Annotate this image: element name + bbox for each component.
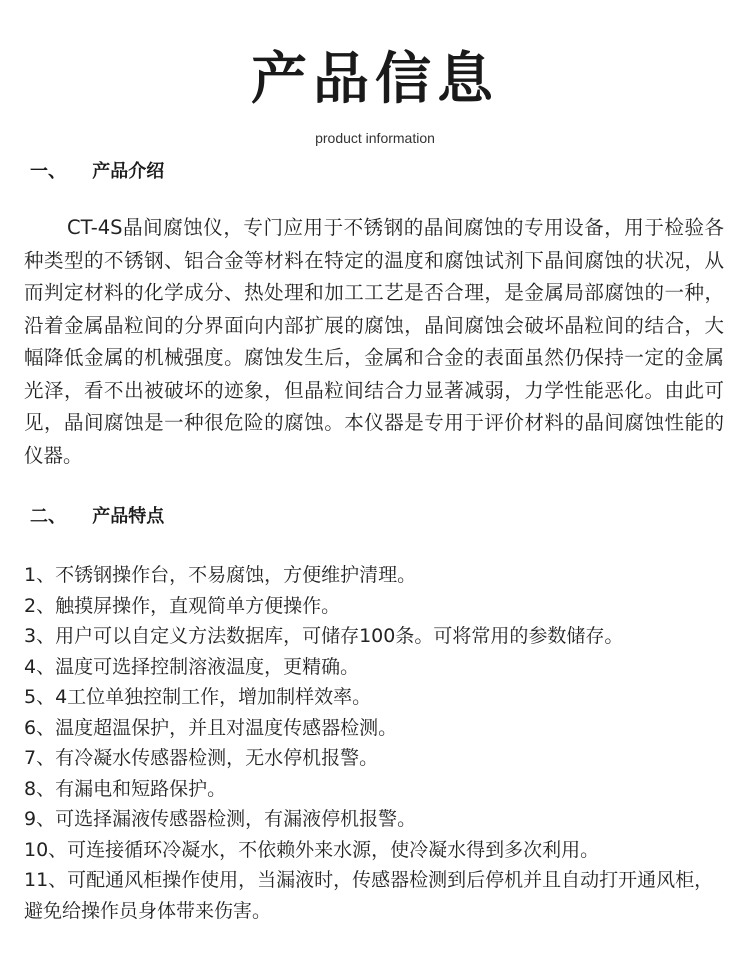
list-item: 8、有漏电和短路保护。 xyxy=(24,777,227,800)
list-item: 11、可配通风柜操作使用，当漏液时，传感器检测到后停机并且自动打开通风柜，避免给操作员身体带来伤害。 xyxy=(24,869,714,922)
list-item: 2、触摸屏操作，直观简单方便操作。 xyxy=(24,594,341,617)
list-item: 7、有冷凝水传感器检测，无水停机报警。 xyxy=(24,747,379,769)
list-item: 6、温度超温保护，并且对温度传感器检测。 xyxy=(24,716,398,739)
feature-list xyxy=(24,560,724,926)
section-heading-features xyxy=(30,502,164,528)
list-item: 10、可连接循环冷凝水，不依赖外来水源，使冷凝水得到多次利用。 xyxy=(24,838,600,861)
intro-paragraph: CT-4S晶间腐蚀仪，专门应用于不锈钢的晶间腐蚀的专用设备，用于检验各种类型的不锈钢、铝合金等材料在特定的温度和腐蚀试剂下晶间腐蚀的状况，从而判定材料的化学成分、热处理和加工工艺是否合理，是金属局部腐蚀的一种，沿着金属晶粒间的分界面向内部扩展的腐蚀，晶间腐蚀会破坏晶粒间的结合，大幅降低金属的机械强度。腐蚀发生后，金属和合金的表面虽然仍保持一定的金属光泽，看不出被破坏的迹象，但晶粒间结合力显著减弱，力学性能恶化。由此可见，晶间腐蚀是一种很危险的腐蚀。本仪器是专用于评价材料的晶间腐蚀性能的仪器。 xyxy=(24,216,724,467)
section-number: 二、 xyxy=(30,506,66,527)
section-title: 产品介绍 xyxy=(92,161,165,182)
list-item: 1、不锈钢操作台，不易腐蚀，方便维护清理。 xyxy=(24,564,417,586)
page-title: 产品信息 xyxy=(251,47,499,112)
section-number: 一、 xyxy=(30,161,66,182)
list-item: 3、用户可以自定义方法数据库，可储存100条。可将常用的参数储存。 xyxy=(24,625,624,647)
section-heading-intro xyxy=(30,157,164,183)
list-item: 5、4工位单独控制工作，增加制样效率。 xyxy=(24,686,372,708)
section-title: 产品特点 xyxy=(92,506,165,527)
list-item: 9、可选择漏液传感器检测，有漏液停机报警。 xyxy=(24,808,417,830)
page-subtitle: product information xyxy=(315,130,435,146)
list-item: 4、温度可选择控制溶液温度，更精确。 xyxy=(24,655,360,678)
